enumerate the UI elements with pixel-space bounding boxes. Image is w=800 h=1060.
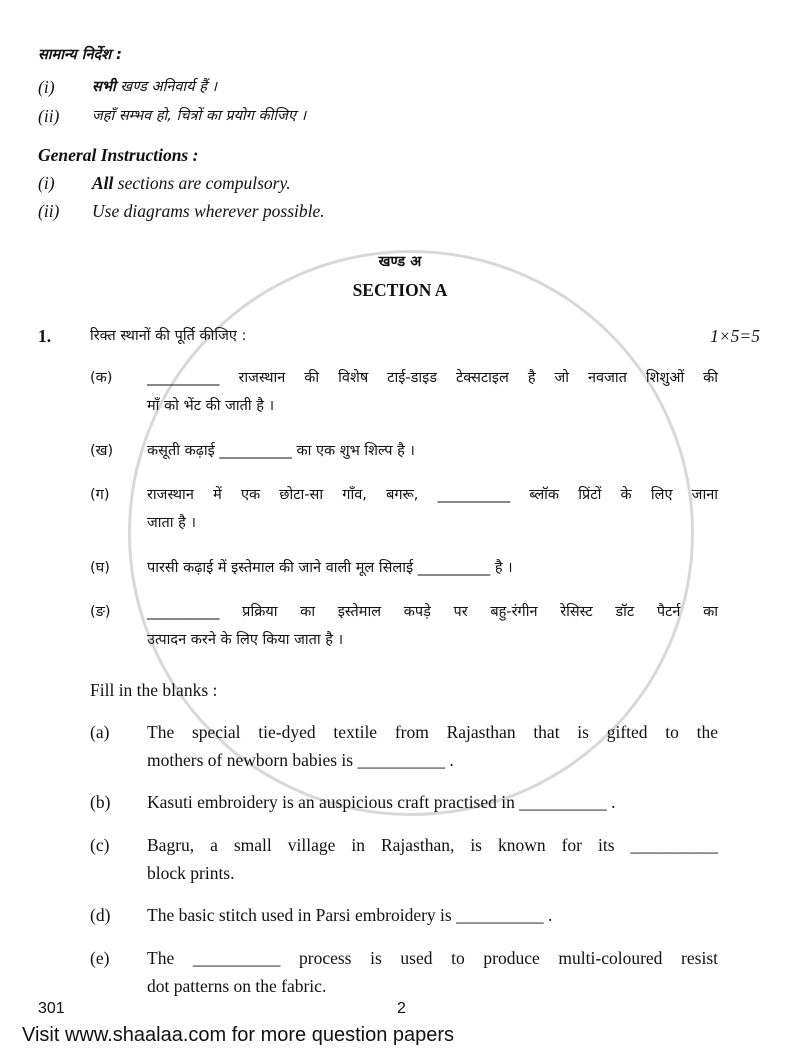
instruction-num: (i): [38, 173, 55, 193]
hindi-instruction-1: [92, 76, 217, 98]
item-text-line: माँ को भेंट की जाती है ।: [147, 398, 275, 414]
item-text-line: पारसी कढ़ाई में इस्तेमाल की जाने वाली मूल सिलाई __________ है ।: [147, 560, 513, 576]
question-marks: 1×5=5: [710, 326, 760, 346]
item-text-line: The special tie-dyed textile from Rajasthan that is gifted to the: [147, 722, 718, 742]
instruction-2: Use diagrams wherever possible.: [92, 201, 325, 221]
item-text-line: dot patterns on the fabric.: [147, 976, 327, 996]
section-title: SECTION A: [352, 280, 448, 300]
item-text-line: __________ प्रक्रिया का इस्तेमाल कपड़े पर बहु-रंगीन रेसिस्ट डॉट पैटर्न का: [147, 604, 718, 620]
item-label: (b): [90, 792, 111, 812]
section-title-hindi: खण्ड अ: [378, 254, 422, 270]
item-label: (ख): [90, 443, 114, 459]
item-label: (घ): [90, 560, 110, 576]
question-number: 1.: [38, 326, 52, 346]
item-text-line: जाता है ।: [147, 515, 196, 531]
item-text-line: block prints.: [147, 863, 235, 883]
item-label: (e): [90, 948, 110, 968]
hindi-instructions-heading: सामान्य निर्देश :: [38, 47, 122, 63]
general-instructions-heading: General Instructions :: [38, 145, 199, 165]
item-label: (ग): [90, 487, 110, 503]
hindi-instruction-num: (ii): [38, 106, 60, 126]
instruction-text: sections are compulsory.: [113, 173, 291, 193]
item-text-line: उत्पादन करने के लिए किया जाता है ।: [147, 632, 344, 648]
instruction-1: [92, 172, 291, 194]
hindi-instruction-num: (i): [38, 77, 55, 97]
item-text-line: Kasuti embroidery is an auspicious craft practised in __________ .: [147, 792, 616, 812]
item-text-line: राजस्थान में एक छोटा-सा गाँव, बगरू, __________ ब्लॉक प्रिंटों के लिए जाना: [147, 487, 718, 503]
item-label: (d): [90, 905, 111, 925]
paper-code: 301: [38, 1000, 65, 1017]
instruction-num: (ii): [38, 201, 60, 221]
footer-link[interactable]: Visit www.shaalaa.com for more question papers: [22, 1024, 455, 1046]
item-text-line: कसूती कढ़ाई __________ का एक शुभ शिल्प है ।: [147, 443, 415, 459]
hindi-instruction-2: जहाँ सम्भव हो, चित्रों का प्रयोग कीजिए ।: [92, 108, 307, 124]
item-text-line: The __________ process is used to produce multi-coloured resist: [147, 948, 718, 968]
item-label: (ङ): [90, 604, 111, 620]
item-label: (a): [90, 722, 110, 742]
page-number: 2: [397, 1000, 406, 1017]
item-text-line: __________ राजस्थान की विशेष टाई-डाइड टेक्सटाइल है जो नवजात शिशुओं की: [147, 370, 718, 386]
hindi-text: खण्ड अनिवार्य हैं ।: [115, 79, 218, 95]
question-prompt-english: Fill in the blanks :: [90, 680, 218, 700]
item-label: (c): [90, 835, 110, 855]
item-label: (क): [90, 370, 113, 386]
item-text-line: Bagru, a small village in Rajasthan, is known for its __________: [147, 835, 718, 855]
hindi-bold: सभी: [92, 79, 116, 95]
item-text-line: mothers of newborn babies is __________ .: [147, 750, 454, 770]
item-text-line: The basic stitch used in Parsi embroidery is __________ .: [147, 905, 553, 925]
instruction-bold: All: [92, 173, 114, 193]
question-prompt-hindi: रिक्त स्थानों की पूर्ति कीजिए :: [90, 328, 247, 344]
